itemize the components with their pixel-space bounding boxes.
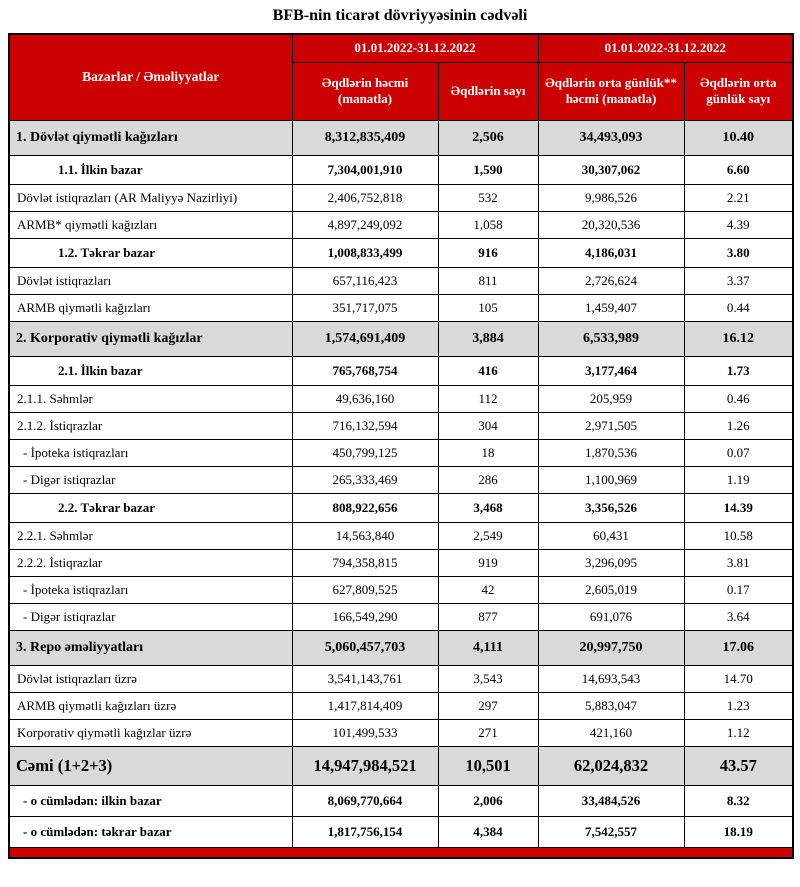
row-label: - Digər istiqrazlar — [9, 603, 292, 630]
row-label: 2. Korporativ qiymətli kağızlar — [9, 321, 292, 356]
row-label: ARMB* qiymətli kağızları — [9, 211, 292, 238]
table-row — [9, 665, 793, 692]
row-value: 421,160 — [538, 719, 684, 746]
row-label: 1. Dövlət qiymətli kağızları — [9, 120, 292, 155]
row-value: 1,459,407 — [538, 294, 684, 321]
row-value: 4,111 — [438, 630, 538, 665]
row-value: 416 — [438, 356, 538, 385]
row-value: 8.32 — [684, 785, 793, 816]
row-value: 6.60 — [684, 155, 793, 184]
row-value: 3,296,095 — [538, 549, 684, 576]
row-value: 166,549,290 — [292, 603, 438, 630]
row-value: 297 — [438, 692, 538, 719]
row-value: 1,870,536 — [538, 439, 684, 466]
row-value: 7,542,557 — [538, 816, 684, 847]
table-row — [9, 211, 793, 238]
row-value: 14.70 — [684, 665, 793, 692]
table-row — [9, 120, 793, 155]
row-value: 1.26 — [684, 412, 793, 439]
header-col-avg-volume: Əqdlərin orta günlük** həcmi (manatla) — [538, 62, 684, 120]
row-value: 9,986,526 — [538, 184, 684, 211]
row-value: 271 — [438, 719, 538, 746]
row-value: 20,997,750 — [538, 630, 684, 665]
row-label: 2.1.1. Səhmlər — [9, 385, 292, 412]
row-value: 10.40 — [684, 120, 793, 155]
row-value: 2,006 — [438, 785, 538, 816]
row-label: 2.2.2. İstiqrazlar — [9, 549, 292, 576]
row-label: 2.2.1. Səhmlər — [9, 522, 292, 549]
row-value: 3,884 — [438, 321, 538, 356]
table-footer — [9, 847, 793, 858]
row-value: 1,100,969 — [538, 466, 684, 493]
row-label: - o cümlədən: təkrar bazar — [9, 816, 292, 847]
row-value: 43.57 — [684, 746, 793, 785]
row-value: 5,883,047 — [538, 692, 684, 719]
row-value: 205,959 — [538, 385, 684, 412]
row-value: 2.21 — [684, 184, 793, 211]
row-value: 14.39 — [684, 493, 793, 522]
row-value: 1,008,833,499 — [292, 238, 438, 267]
footer-red-bar — [9, 847, 793, 858]
row-value: 34,493,093 — [538, 120, 684, 155]
header-corner: Bazarlar / Əməliyyatlar — [9, 34, 292, 120]
header-row-periods — [9, 34, 793, 62]
row-value: 3,177,464 — [538, 356, 684, 385]
row-value: 1.73 — [684, 356, 793, 385]
row-value: 10,501 — [438, 746, 538, 785]
row-value: 794,358,815 — [292, 549, 438, 576]
header-col-volume: Əqdlərin həcmi (manatla) — [292, 62, 438, 120]
row-value: 5,060,457,703 — [292, 630, 438, 665]
table-row — [9, 267, 793, 294]
table-row — [9, 412, 793, 439]
row-label: 2.1. İlkin bazar — [9, 356, 292, 385]
table-row — [9, 466, 793, 493]
row-value: 2,605,019 — [538, 576, 684, 603]
header-period-right: 01.01.2022-31.12.2022 — [538, 34, 793, 62]
row-label: - o cümlədən: ilkin bazar — [9, 785, 292, 816]
row-value: 716,132,594 — [292, 412, 438, 439]
table-row — [9, 719, 793, 746]
table-body — [9, 120, 793, 847]
row-value: 42 — [438, 576, 538, 603]
row-value: 101,499,533 — [292, 719, 438, 746]
row-label: 1.1. İlkin bazar — [9, 155, 292, 184]
row-value: 2,406,752,818 — [292, 184, 438, 211]
row-value: 916 — [438, 238, 538, 267]
row-label: Cəmi (1+2+3) — [9, 746, 292, 785]
table-row — [9, 184, 793, 211]
row-value: 1,574,691,409 — [292, 321, 438, 356]
row-value: 691,076 — [538, 603, 684, 630]
row-value: 62,024,832 — [538, 746, 684, 785]
row-value: 10.58 — [684, 522, 793, 549]
row-label: - İpoteka istiqrazları — [9, 439, 292, 466]
table-header — [9, 34, 793, 120]
table-row — [9, 356, 793, 385]
row-value: 3.81 — [684, 549, 793, 576]
row-label: 2.1.2. İstiqrazlar — [9, 412, 292, 439]
row-value: 17.06 — [684, 630, 793, 665]
row-value: 105 — [438, 294, 538, 321]
row-value: 49,636,160 — [292, 385, 438, 412]
table-row — [9, 522, 793, 549]
row-value: 33,484,526 — [538, 785, 684, 816]
table-row — [9, 746, 793, 785]
row-value: 1.23 — [684, 692, 793, 719]
table-row — [9, 816, 793, 847]
row-value: 1,417,814,409 — [292, 692, 438, 719]
row-value: 3.37 — [684, 267, 793, 294]
row-value: 1,817,756,154 — [292, 816, 438, 847]
row-label: Dövlət istiqrazları — [9, 267, 292, 294]
row-value: 8,069,770,664 — [292, 785, 438, 816]
table-row — [9, 238, 793, 267]
row-value: 532 — [438, 184, 538, 211]
row-label: - Digər istiqrazlar — [9, 466, 292, 493]
table-row — [9, 576, 793, 603]
row-value: 3.64 — [684, 603, 793, 630]
table-row — [9, 549, 793, 576]
row-value: 2,971,505 — [538, 412, 684, 439]
row-value: 18 — [438, 439, 538, 466]
row-value: 1,590 — [438, 155, 538, 184]
turnover-table — [8, 33, 794, 859]
row-value: 16.12 — [684, 321, 793, 356]
table-row — [9, 321, 793, 356]
footer-row — [9, 847, 793, 858]
row-label: 2.2. Təkrar bazar — [9, 493, 292, 522]
row-value: 18.19 — [684, 816, 793, 847]
row-value: 3,543 — [438, 665, 538, 692]
row-value: 657,116,423 — [292, 267, 438, 294]
row-value: 1.19 — [684, 466, 793, 493]
row-value: 265,333,469 — [292, 466, 438, 493]
table-row — [9, 294, 793, 321]
row-value: 4,897,249,092 — [292, 211, 438, 238]
table-row — [9, 493, 793, 522]
row-value: 2,506 — [438, 120, 538, 155]
row-value: 20,320,536 — [538, 211, 684, 238]
row-value: 304 — [438, 412, 538, 439]
row-value: 765,768,754 — [292, 356, 438, 385]
row-label: - İpoteka istiqrazları — [9, 576, 292, 603]
row-value: 60,431 — [538, 522, 684, 549]
row-value: 6,533,989 — [538, 321, 684, 356]
row-value: 351,717,075 — [292, 294, 438, 321]
row-value: 4,384 — [438, 816, 538, 847]
row-value: 1.12 — [684, 719, 793, 746]
row-value: 450,799,125 — [292, 439, 438, 466]
row-label: Korporativ qiymətli kağızlar üzrə — [9, 719, 292, 746]
row-value: 14,947,984,521 — [292, 746, 438, 785]
header-period-left: 01.01.2022-31.12.2022 — [292, 34, 538, 62]
row-value: 14,563,840 — [292, 522, 438, 549]
row-value: 0.07 — [684, 439, 793, 466]
row-value: 30,307,062 — [538, 155, 684, 184]
row-value: 4.39 — [684, 211, 793, 238]
row-value: 919 — [438, 549, 538, 576]
header-col-count: Əqdlərin sayı — [438, 62, 538, 120]
row-value: 14,693,543 — [538, 665, 684, 692]
row-value: 286 — [438, 466, 538, 493]
row-value: 877 — [438, 603, 538, 630]
row-value: 811 — [438, 267, 538, 294]
row-label: ARMB qiymətli kağızları — [9, 294, 292, 321]
row-label: Dövlət istiqrazları üzrə — [9, 665, 292, 692]
row-value: 2,726,624 — [538, 267, 684, 294]
row-value: 0.46 — [684, 385, 793, 412]
row-value: 112 — [438, 385, 538, 412]
row-value: 3,541,143,761 — [292, 665, 438, 692]
table-row — [9, 155, 793, 184]
row-value: 808,922,656 — [292, 493, 438, 522]
row-value: 1,058 — [438, 211, 538, 238]
table-row — [9, 603, 793, 630]
table-row — [9, 439, 793, 466]
table-row — [9, 630, 793, 665]
row-label: Dövlət istiqrazları (AR Maliyyə Nazirliyi) — [9, 184, 292, 211]
row-value: 8,312,835,409 — [292, 120, 438, 155]
row-value: 3,356,526 — [538, 493, 684, 522]
row-value: 3,468 — [438, 493, 538, 522]
table-row — [9, 692, 793, 719]
table-row — [9, 385, 793, 412]
row-value: 0.44 — [684, 294, 793, 321]
row-label: ARMB qiymətli kağızları üzrə — [9, 692, 292, 719]
table-row — [9, 785, 793, 816]
header-col-avg-count: Əqdlərin orta günlük sayı — [684, 62, 793, 120]
row-value: 4,186,031 — [538, 238, 684, 267]
row-value: 3.80 — [684, 238, 793, 267]
row-value: 7,304,001,910 — [292, 155, 438, 184]
row-label: 3. Repo əməliyyatları — [9, 630, 292, 665]
row-label: 1.2. Təkrar bazar — [9, 238, 292, 267]
row-value: 2,549 — [438, 522, 538, 549]
row-value: 0.17 — [684, 576, 793, 603]
row-value: 627,809,525 — [292, 576, 438, 603]
page-title: BFB-nin ticarət dövriyyəsinin cədvəli — [272, 7, 528, 24]
